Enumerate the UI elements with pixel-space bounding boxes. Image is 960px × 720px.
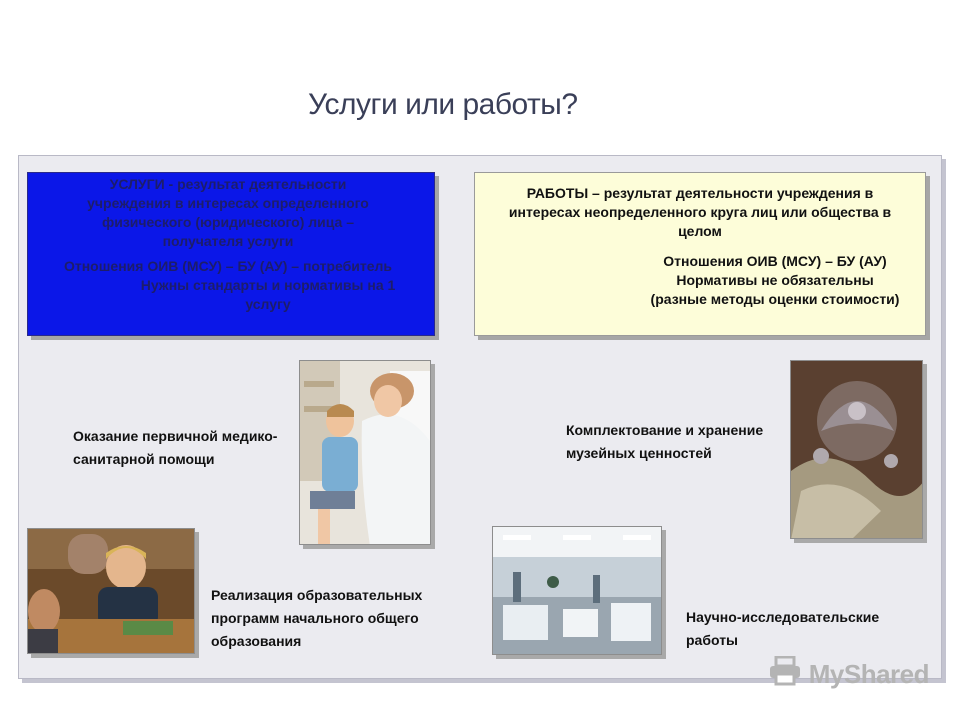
- education-label: [211, 584, 476, 653]
- research-label: [686, 606, 916, 652]
- services-box: [27, 172, 435, 336]
- works-norms: Нормативы не обязательны: [676, 272, 874, 288]
- works-relations: Отношения ОИВ (МСУ) – БУ (АУ): [663, 253, 887, 269]
- watermark: [768, 656, 929, 693]
- printer-icon: [768, 656, 802, 693]
- education-label-text: Реализация образовательных программ начального общего образования: [211, 587, 423, 649]
- research-label-text: Научно-исследовательские работы: [686, 609, 880, 648]
- slide-title: Услуги или работы?: [308, 88, 578, 121]
- medical-label-text: Оказание первичной медико-санитарной помощи: [73, 428, 278, 467]
- education-photo: [27, 528, 195, 654]
- museum-label-text: Комплектование и хранение музейных ценностей: [566, 422, 764, 461]
- works-definition: РАБОТЫ – результат деятельности учреждения в интересах неопределенного круга лиц или общества в целом: [508, 185, 892, 239]
- medical-label: [73, 425, 298, 471]
- services-norms: Нужны стандарты и нормативы на 1 услугу: [140, 277, 396, 312]
- services-definition: УСЛУГИ - результат деятельности учреждения в интересах определенного физического (юридического) лица – получателя услуги: [87, 176, 369, 249]
- works-methods: (разные методы оценки стоимости): [650, 291, 900, 307]
- services-relations: Отношения ОИВ (МСУ) – БУ (АУ) – потребитель: [63, 258, 393, 274]
- medical-photo: [299, 360, 431, 545]
- watermark-text: MyShared: [808, 659, 929, 689]
- works-box: [474, 172, 926, 336]
- museum-label: [566, 419, 788, 465]
- research-photo: [492, 526, 662, 655]
- museum-photo: [790, 360, 923, 539]
